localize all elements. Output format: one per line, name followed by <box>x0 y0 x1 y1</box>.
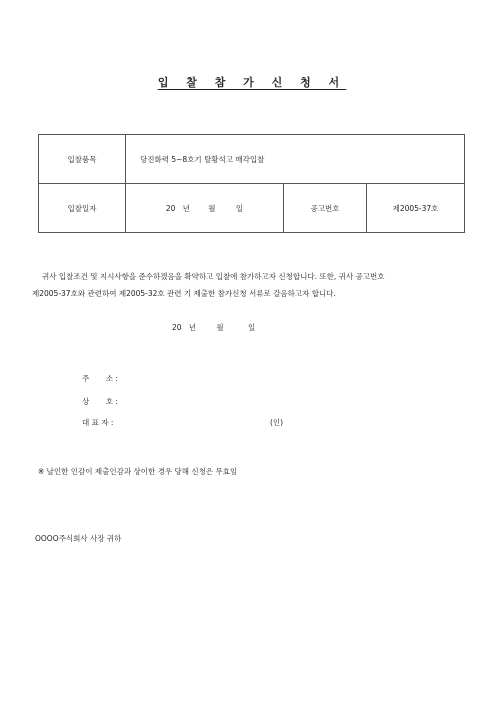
date-year: 20 년 <box>165 203 190 213</box>
seal-mark: (인) <box>270 418 284 427</box>
bid-info-table <box>38 134 465 233</box>
signature-date-year: 20 년 <box>172 323 196 332</box>
signature-date <box>172 322 255 333</box>
signature-date-day: 일 <box>247 323 256 332</box>
document-title-text: 입 찰 참 가 신 청 서 <box>157 76 347 89</box>
date-day: 일 <box>235 203 244 213</box>
notice-value: 제2005-37호 <box>367 184 465 233</box>
date-label: 입찰일자 <box>39 184 126 233</box>
addressee: OOOO주식회사 사장 귀하 <box>35 534 122 543</box>
signature-date-month: 월 <box>216 323 224 332</box>
declaration-line-2: 제2005-37호와 관련하여 제2005-32호 관련 기 제출한 참가신청 서류로 갈음하고자 합니다. <box>32 289 336 298</box>
declaration-line-1: 귀사 입찰조건 및 지시사항을 준수하겠음을 확약하고 입찰에 참가하고자 신청합니다. 또한, 귀사 공고번호 <box>42 272 385 281</box>
representative-label: 대 표 자 : <box>82 418 114 427</box>
validity-note: ※ 날인한 인감이 제출인감과 상이한 경우 당해 신청은 무효임 <box>38 467 238 476</box>
table-row-date <box>39 184 465 233</box>
notice-label: 공고번호 <box>284 184 367 233</box>
company-label: 상 호 : <box>82 397 119 406</box>
document-title <box>0 74 504 90</box>
item-value: 당진화력 5~8호기 탈황석고 매각입찰 <box>126 135 465 184</box>
declaration-paragraph <box>32 268 472 302</box>
table-row-item <box>39 135 465 184</box>
address-label: 주 소 : <box>82 374 119 383</box>
date-month: 월 <box>208 203 216 213</box>
item-label: 입찰품목 <box>39 135 126 184</box>
date-value <box>126 184 284 233</box>
